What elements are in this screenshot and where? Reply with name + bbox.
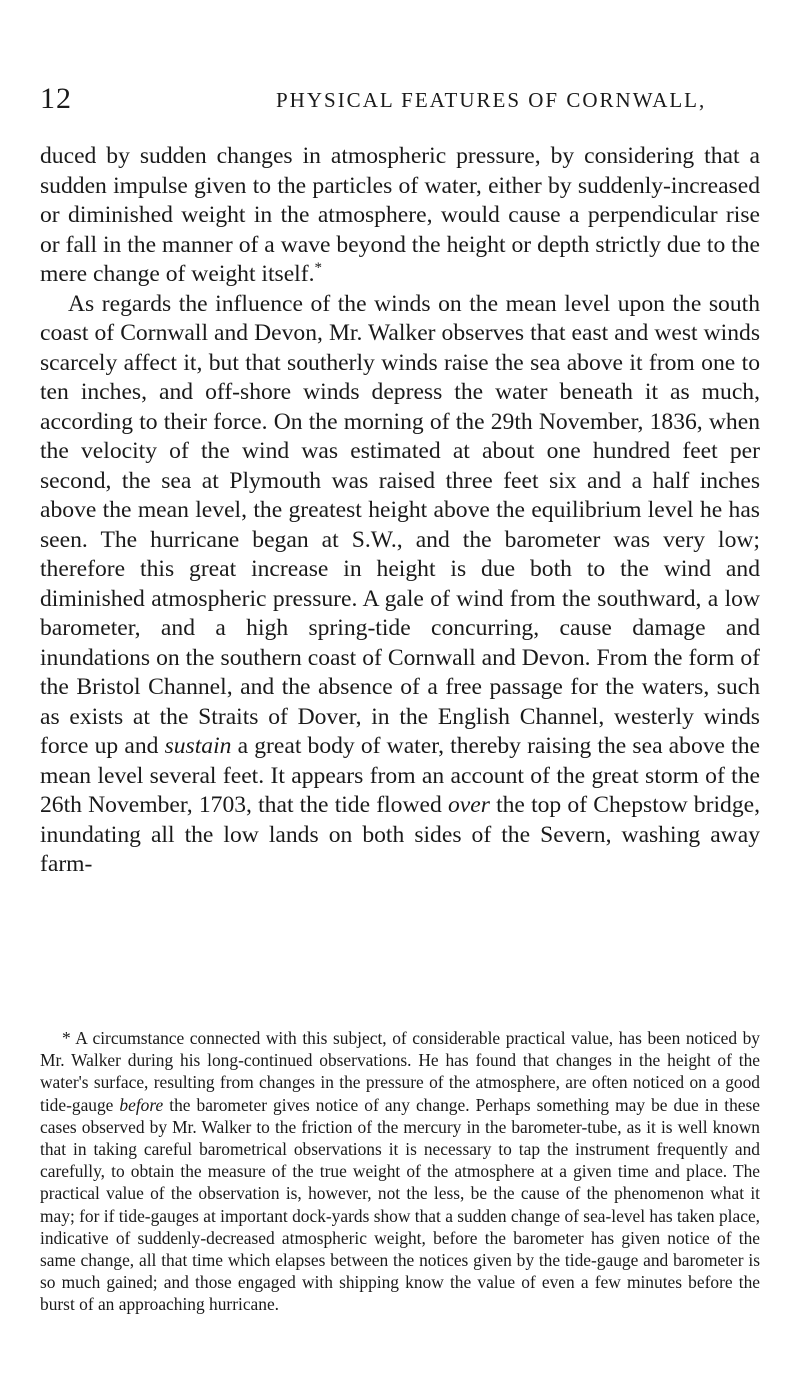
- paragraph-1: [40, 142, 760, 290]
- emphasis-before: before: [119, 1094, 164, 1115]
- paragraph-1-text: duced by sudden changes in atmospheric pressure, by considering that a sudden impulse given to the particles of water, either by suddenly-increased or diminished weight in the atmosphere, would cause a perpendicular rise or fall in the manner of a wave beyond the height or depth strictly due to the mere change of weight itself.: [40, 143, 760, 287]
- body-text: [40, 142, 760, 880]
- footnote-text-a: A circumstance connected with this subject, of considerable practical value, has been noticed by Mr. Walker during his long-continued observations. He has found that changes in the height of the water's surface, resulting from changes in the pressure of the atmosphere, are often noticed on a good tide-gauge: [40, 1028, 760, 1115]
- emphasis-over: over: [447, 792, 490, 818]
- paragraph-2-text-b: a great body of water, thereby raising the sea above the mean level several feet. It appears from an account of the great storm of the 26th November, 1703, that the tide flowed: [40, 733, 760, 818]
- footnote: [40, 1027, 760, 1316]
- paragraph-2-text-a: As regards the influence of the winds on the mean level upon the south coast of Cornwall and Devon, Mr. Walker observes that east and west winds scarcely affect it, but that southerly winds raise the sea above it from one to ten inches, and off-shore winds depress the water beneath it as much, according to their force. On the morning of the 29th November, 1836, when the velocity of the wind was estimated at about one hundred feet per second, the sea at Plymouth was raised three feet six and a half inches above the mean level, the greatest height above the equilibrium level he has seen. The hurricane began at S.W., and the barometer was very low; therefore this great increase in height is due both to the wind and diminished atmospheric pressure. A gale of wind from the southward, a low barometer, and a high spring-tide concurring, cause damage and inundations on the southern coast of Cornwall and Devon. From the form of the Bristol Channel, and the absence of a free passage for the waters, such as exists at the Straits of Dover, in the English Channel, westerly winds force up and: [40, 290, 760, 759]
- page-number: 12: [40, 82, 72, 115]
- footnote-mark: *: [62, 1028, 71, 1048]
- running-head: PHYSICAL FEATURES OF CORNWALL,: [276, 88, 707, 112]
- paragraph-2: [40, 290, 760, 880]
- footnote-text-b: the barometer gives notice of any change. Perhaps something may be due in these cases observed by Mr. Walker to the friction of the mercury in the barometer-tube, as it is well known that in taking careful barometrical observations it is necessary to tap the instrument frequently and carefully, to obtain the measure of the true weight of the atmosphere at a given time and place. The practical value of the observation is, however, not the less, be the cause of the phenomenon what it may; for if tide-gauges at important dock-yards show that a sudden change of sea-level has taken place, indicative of suddenly-decreased atmospheric weight, before the barometer has given notice of the same change, all that time which elapses between the notices given by the tide-gauge and barometer is so much gained; and those engaged with shipping know the value of even a few minutes before the burst of an approaching hurricane.: [40, 1094, 761, 1315]
- emphasis-sustain: sustain: [164, 733, 232, 759]
- paragraph-2-text-c: the top of Chepstow bridge, inundating all the low lands on both sides of the Severn, washing away farm-: [40, 792, 760, 877]
- footnote-reference[interactable]: *: [314, 260, 322, 277]
- page-header: [40, 82, 760, 122]
- footnote-paragraph: [40, 1027, 760, 1316]
